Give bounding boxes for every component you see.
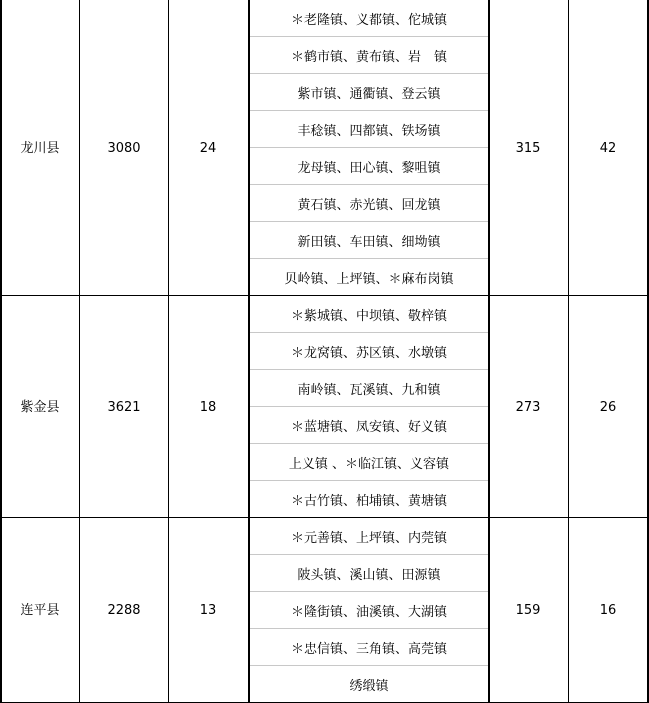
county-value-v1: 2288 — [107, 603, 141, 618]
town-cell: ＊老隆镇、义都镇、佗城镇 — [290, 13, 447, 28]
town-cell: ＊龙窝镇、苏区镇、水墩镇 — [290, 346, 447, 361]
town-cell: 丰稔镇、四都镇、铁场镇 — [297, 124, 441, 139]
county-value-v3: 159 — [515, 603, 541, 618]
county-value-v4: 16 — [599, 603, 617, 618]
town-cell: ＊元善镇、上坪镇、内莞镇 — [290, 531, 447, 546]
county-name: 连平县 — [20, 603, 60, 618]
county-name: 龙川县 — [20, 140, 60, 156]
county-value-v4: 26 — [599, 399, 617, 415]
town-cell: 绣缎镇 — [349, 679, 389, 694]
town-cell: ＊鹤市镇、黄布镇、岩 镇 — [290, 50, 447, 65]
county-value-v2: 24 — [199, 140, 217, 156]
town-cell: ＊蓝塘镇、凤安镇、好义镇 — [290, 420, 447, 435]
county-value-v1: 3621 — [107, 399, 141, 415]
town-cell: 龙母镇、田心镇、黎咀镇 — [297, 161, 441, 176]
town-cell: 陂头镇、溪山镇、田源镇 — [297, 568, 441, 583]
county-name: 紫金县 — [20, 399, 60, 415]
town-cell: 贝岭镇、上坪镇、＊麻布岗镇 — [284, 272, 454, 287]
town-cell: 南岭镇、瓦溪镇、九和镇 — [297, 383, 441, 398]
town-cell: 黄石镇、赤光镇、回龙镇 — [297, 198, 441, 213]
town-cell: ＊古竹镇、柏埔镇、黄塘镇 — [290, 494, 447, 509]
town-cell: ＊隆街镇、油溪镇、大湖镇 — [290, 605, 447, 620]
county-value-v1: 3080 — [107, 140, 141, 156]
town-cell: ＊忠信镇、三角镇、高莞镇 — [290, 642, 447, 657]
town-cell: 新田镇、车田镇、细坳镇 — [297, 235, 441, 250]
town-cell: 上义镇 、＊临江镇、义容镇 — [288, 457, 450, 472]
county-value-v2: 13 — [199, 603, 217, 618]
county-value-v3: 273 — [515, 399, 541, 415]
town-cell: 紫市镇、通衢镇、登云镇 — [297, 87, 441, 102]
county-value-v3: 315 — [515, 140, 541, 156]
town-cell: ＊紫城镇、中坝镇、敬梓镇 — [290, 309, 447, 324]
county-value-v2: 18 — [199, 399, 217, 415]
county-value-v4: 42 — [599, 140, 617, 156]
